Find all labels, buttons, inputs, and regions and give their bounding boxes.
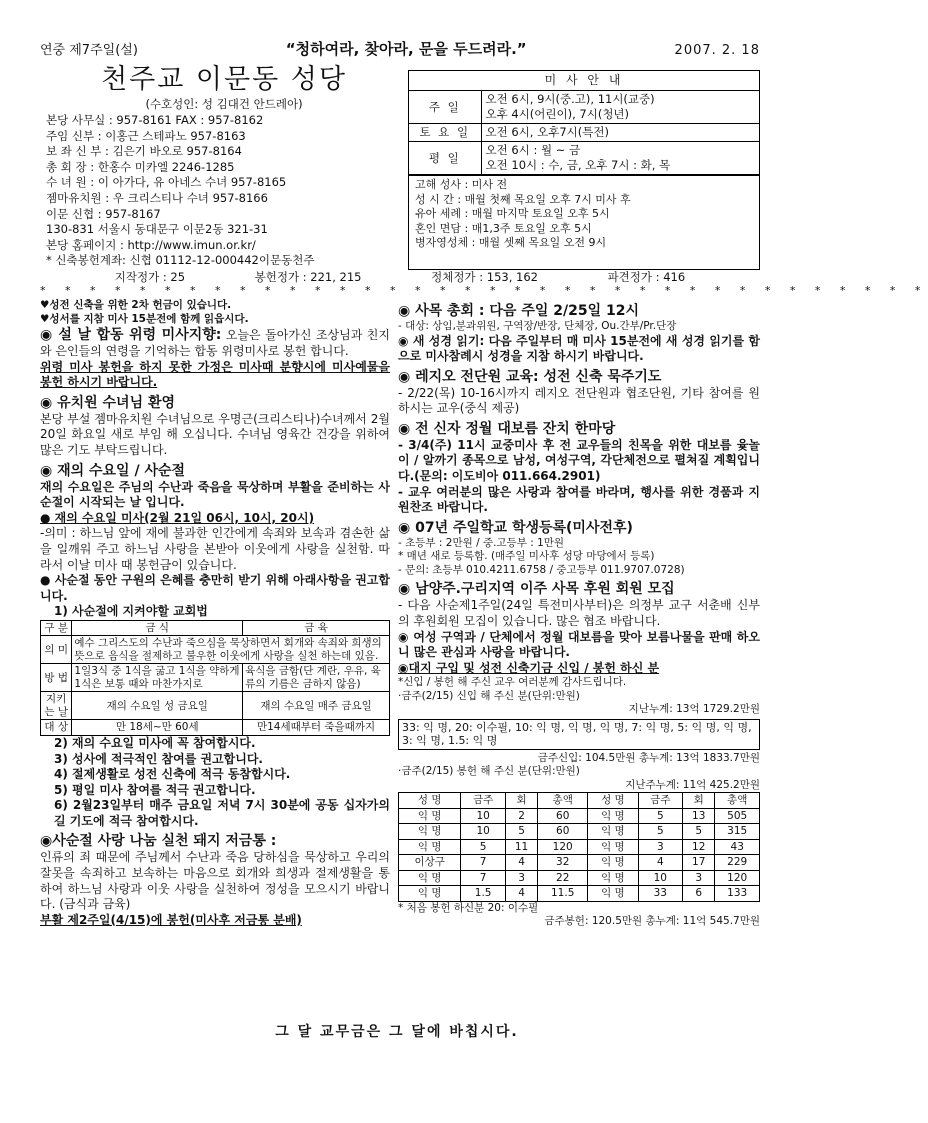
table-cell: 229 [715, 855, 760, 871]
section-text: - 교우 여러분의 많은 사랑과 참여를 바라며, 행사를 위한 경품과 지원찬조 바랍니다. [398, 484, 760, 515]
mass-schedule [408, 70, 760, 270]
sacrament-line: 고해 성사 : 미사 전 [415, 178, 508, 191]
table-cell: 만 18세~만 60세 [72, 720, 243, 736]
contact-line: 젬마유치원 : 우 크리스티나 수녀 957-8166 [46, 190, 268, 205]
table-cell: 4 [638, 855, 683, 871]
mass-day: 평 일 [409, 142, 481, 175]
table-cell: 익 명 [588, 855, 638, 871]
table-row [399, 855, 760, 871]
contact-line: 수 녀 원 : 이 아가다, 유 아네스 수녀 957-8165 [46, 175, 287, 190]
section-text: ·금주(2/15) 봉헌 해 주신 분(단위:만원) [398, 765, 580, 778]
table-header: 금 육 [243, 620, 390, 636]
table-header: 총액 [715, 793, 760, 809]
table-row [399, 824, 760, 840]
table-cell: 120 [715, 870, 760, 886]
section-text: 금주봉헌: 120.5만원 총누계: 11억 545.7만원 [544, 915, 760, 928]
section-memorial [40, 326, 390, 360]
table-cell: 이상구 [399, 855, 461, 871]
footer-slogan: 그 달 교무금은 그 달에 바칩시다. [275, 1024, 519, 1040]
notice: ♥성서를 지참 미사 15분전에 함께 읽읍시다. [40, 312, 249, 325]
section-heading: ◉ 사목 총회 : 다음 주일 2/25일 12시 [398, 303, 639, 319]
mass-day: 토 요 일 [409, 124, 481, 142]
parish-name: 천주교 이문동 성당 [101, 64, 347, 95]
section-heading: ◉대지 구입 및 성전 신축기금 신입 / 봉헌 하신 분 [398, 660, 660, 675]
table-cell: 11 [505, 839, 537, 855]
table-header-row [399, 793, 760, 809]
section-text: ·금주(2/15) 신입 해 주신 분(단위:만원) [398, 689, 580, 702]
bulletin-page [40, 38, 928, 929]
table-header: 성 명 [588, 793, 638, 809]
table-cell: 2 [505, 808, 537, 824]
mass-title: 미 사 안 내 [409, 71, 759, 91]
notice: ♥성전 신축을 위한 2차 헌금이 있습니다. [40, 299, 232, 311]
table-cell: 예수 그리스도의 수난과 죽으심을 묵상하면서 회개와 속죄와 희생의 뜻으로 음식을 절제하고 불우한 이웃에게 사랑을 실천 하는데 있음. [72, 636, 390, 664]
table-header: 회 [505, 793, 537, 809]
table-cell: 1일3식 중 1식을 굶고 1식을 약하게 1식은 보통 때와 마찬가지로 [72, 664, 243, 692]
section-text: - 3/4(주) 11시 교중미사 후 전 교우들의 친목을 위한 대보름 윷놀이 / 알까기 종목으로 남성, 여성구역, 각단체전으로 펼쳐질 계획입니다.(문의: 이도비아 011.664.2901) [398, 437, 760, 484]
table-cell: 315 [715, 824, 760, 840]
table-cell: 5 [505, 824, 537, 840]
contact-line: 보 좌 신 부 : 김은기 바오로 957-8164 [46, 144, 242, 159]
table-cell: 방 법 [41, 664, 72, 692]
table-header: 구 분 [41, 620, 72, 636]
mass-time: 오전 10시 : 수, 금, 오후 7시 : 화, 목 [485, 158, 671, 172]
table-cell: 43 [715, 839, 760, 855]
table-cell: 지키는 날 [41, 692, 72, 720]
section-text: 인류의 죄 때문에 주님께서 수난과 죽음 당하심을 묵상하고 우리의 잘못을 속죄하고 보속하는 마음으로 회개와 희생과 절제생활을 통하여 하느님 사랑과 이웃 사랑을 실천하여 정성을 모으시기 바랍니다. (금식과 금육) [40, 850, 390, 912]
attendance-stats [40, 270, 760, 284]
section-text: ● 재의 수요일 미사(2월 21일 06시, 10시, 20시) [40, 510, 315, 525]
mass-row [409, 91, 759, 124]
mass-time: 오전 6시, 오후7시(특전) [481, 124, 759, 142]
table-cell: 익 명 [399, 886, 461, 902]
stat: 파견정가 : 416 [607, 270, 686, 284]
section-text: ● 사순절 동안 구원의 은혜를 충만히 받기 위해 아래사항을 권고합니다. [40, 573, 390, 603]
table-cell: 육식을 금함(단 계란, 우유, 육류의 기름은 금하지 않음) [243, 664, 390, 692]
table-cell: 1.5 [461, 886, 506, 902]
table-cell: 133 [715, 886, 760, 902]
section-text: 지난누계: 13억 1729.2만원 [628, 703, 760, 716]
sacrament-line: 성 시 간 : 매월 첫째 목요일 오후 7시 미사 후 [415, 192, 631, 206]
section-text: - 대상: 상임,분과위원, 구역장/반장, 단체장, Ou.간부/Pr.단장 [398, 320, 677, 332]
section-text: - 2/22(목) 10-16시까지 레지오 전단원과 협조단원, 기타 참여를 원하시는 교우(중식 제공) [398, 385, 760, 416]
list-item: 6) 2월23일부터 매주 금요일 저녁 7시 30분에 공동 십자가의 길 기도에 적극 참여합시다. [54, 798, 390, 828]
mass-time: 오후 4시(어린이), 7시(청년) [485, 107, 630, 121]
section-text: * 매년 새로 등록함. (매주일 미사후 성당 마당에서 등록) [398, 550, 655, 563]
list-item: 5) 평일 미사 참여를 적극 권고합니다. [54, 782, 256, 797]
section-text: - 초등부 : 2만원 / 중.고등부 : 1만원 [398, 536, 565, 549]
motto: “청하여라, 찾아라, 문을 두드려라.” [285, 40, 527, 58]
section-heading: ◉ 설 날 합동 위령 미사지향: [40, 327, 222, 343]
table-header: 회 [683, 793, 715, 809]
table-cell: 5 [638, 808, 683, 824]
table-cell: 505 [715, 808, 760, 824]
table-cell: 재의 수요일 성 금요일 [72, 692, 243, 720]
table-row [399, 808, 760, 824]
table-cell: 익 명 [588, 870, 638, 886]
table-cell: 4 [505, 855, 537, 871]
issue-date: 2007. 2. 18 [674, 43, 760, 58]
sacrament-info [409, 175, 759, 253]
table-cell: 만14세때부터 죽을때까지 [243, 720, 390, 736]
table-cell: 10 [461, 808, 506, 824]
right-column [398, 299, 760, 929]
table-cell: 32 [538, 855, 588, 871]
fasting-table [40, 620, 390, 736]
mass-times [481, 142, 759, 175]
contact-line: 총 회 장 : 한홍수 미카엘 2246-1285 [46, 159, 235, 174]
stat: 지작정가 : 25 [114, 270, 186, 284]
list-item: 4) 절제생활로 성전 신축에 적극 동참합시다. [54, 767, 291, 782]
section-text: 1) 사순절에 지켜야할 교회법 [54, 604, 208, 619]
stat: 정체정가 : 153, 162 [431, 270, 538, 284]
section-text: -의미 : 하느님 앞에 재에 불과한 인간에게 속죄와 보속과 겸손한 삶을 일깨워 주고 하느님 사랑을 본받아 이웃에게 사랑을 실천함. 따라서 이날 미사 때 봉헌금이 있습니다. [40, 526, 390, 572]
section-heading: ◉ 남양주.구리지역 이주 사목 후원 회원 모집 [398, 581, 675, 598]
table-row [399, 870, 760, 886]
homepage-link[interactable]: 본당 홈페이지 : http://www.imun.or.kr/ [46, 237, 256, 252]
section-text: 본당 부설 젬마유치원 수녀님으로 우명근(크리스티나)수녀께서 2월 20일 화요일 새로 부임 해 오십니다. 수녀님 영육간 건강을 위하여 많은 기도 부탁드립니다. [40, 411, 390, 457]
section-heading: ◉ 07년 주일학교 학생등록(미사전후) [398, 519, 633, 536]
table-cell: 17 [683, 855, 715, 871]
section-heading: ◉ 유치원 수녀님 환영 [40, 394, 176, 411]
table-cell: 120 [538, 839, 588, 855]
week-label: 연중 제7주일(설) [40, 43, 138, 58]
table-header: 금주 [461, 793, 506, 809]
table-header: 총액 [538, 793, 588, 809]
patron-saint: (수호성인: 성 김대건 안드레아) [145, 97, 303, 111]
stat: 봉헌정가 : 221, 215 [254, 270, 362, 284]
table-header: 금주 [638, 793, 683, 809]
sacrament-line: 유아 세례 : 매월 마지막 토요일 오후 5시 [415, 207, 610, 221]
mass-table [409, 91, 759, 175]
contact-line: 주임 신부 : 이홍근 스테파노 957-8163 [46, 128, 246, 143]
section-heading: ◉ 여성 구역과 / 단체에서 정월 대보름을 맞아 보름나물을 판매 하오니 많은 관심과 사랑을 바랍니다. [398, 629, 760, 660]
table-cell: 33 [638, 886, 683, 902]
top-row [40, 38, 760, 64]
table-cell: 13 [683, 808, 715, 824]
section-heading: ◉ 레지오 전단원 교육: 성전 신축 묵주기도 [398, 368, 662, 385]
section-heading: ◉ 새 성경 읽기: 다음 주일부터 매 미사 15분전에 새 성경 읽기를 함으로 미사참례시 성경을 지참 하시기 바랍니다. [398, 333, 760, 364]
table-cell: 익 명 [399, 824, 461, 840]
mass-times [481, 91, 759, 124]
table-cell: 익 명 [399, 870, 461, 886]
table-cell: 22 [538, 870, 588, 886]
section-text: - 문의: 초등부 010.4211.6758 / 중고등부 011.9707.0728) [398, 563, 685, 576]
table-cell: 익 명 [588, 886, 638, 902]
table-row [399, 886, 760, 902]
mass-row [409, 142, 759, 175]
table-cell: 5 [638, 824, 683, 840]
section-heading: ◉ 전 신자 정월 대보름 잔치 한마당 [398, 420, 616, 437]
table-cell: 10 [461, 824, 506, 840]
table-cell: 5 [683, 824, 715, 840]
table-cell: 3 [505, 870, 537, 886]
section-text: 재의 수요일은 주님의 수난과 죽음을 묵상하며 부활을 준비하는 사순절이 시작되는 날 입니다. [40, 479, 390, 510]
section-text: 위령 미사 봉헌을 하지 못한 가정은 미사때 분향시에 미사예물을 봉헌 하시기 바랍니다. [40, 359, 390, 390]
table-cell: 익 명 [588, 824, 638, 840]
table-cell: 10 [638, 870, 683, 886]
table-cell: 익 명 [588, 839, 638, 855]
table-cell: 3 [638, 839, 683, 855]
list-item: 3) 성사에 적극적인 참여를 권고합니다. [54, 751, 263, 766]
table-cell: 7 [461, 870, 506, 886]
left-column [40, 299, 390, 929]
parish-info [40, 64, 402, 270]
table-note: * 처음 봉헌 하신분 20: 이수필 [398, 901, 539, 914]
sacrament-line: 혼인 면담 : 매1,3주 토요일 오후 5시 [415, 221, 592, 235]
sacrament-line: 병자영성체 : 매월 셋째 목요일 오전 9시 [415, 236, 607, 250]
contact-line: 이문 신협 : 957-8167 [46, 206, 161, 221]
mass-day: 주 일 [409, 91, 481, 124]
section-text: 금주신입: 104.5만원 총누계: 13억 1833.7만원 [537, 751, 760, 764]
header-block [40, 64, 760, 270]
contact-line: 본당 사무실 : 957-8161 FAX : 957-8162 [46, 113, 264, 127]
account-line: * 신축봉헌계좌: 신협 01112-12-000442이문동천주 [46, 253, 315, 268]
section-heading: ◉ 재의 수요일 / 사순절 [40, 462, 186, 479]
table-cell: 익 명 [399, 808, 461, 824]
section-text: 부활 제2주일(4/15)에 봉헌(미사후 저금통 분배) [40, 912, 302, 927]
columns [40, 299, 760, 929]
mass-row [409, 124, 759, 142]
section-text: 지난주누계: 11억 425.2만원 [625, 778, 760, 791]
list-item: 2) 재의 수요일 미사에 꼭 참여합시다. [54, 735, 256, 750]
section-text: 오늘은 돌아가신 조상님과 친지와 은인들의 연령을 기억하는 합동 위령미사로 봉헌 합니다. [40, 328, 390, 358]
table-cell: 11.5 [538, 886, 588, 902]
table-cell: 5 [461, 839, 506, 855]
table-header: 성 명 [399, 793, 461, 809]
donor-list: 33: 익 명, 20: 이수필, 10: 익 명, 익 명, 익 명, 7: 익 명, 5: 익 명, 익 명, 3: 익 명, 1.5: 익 명 [398, 719, 760, 750]
section-text: *신입 / 봉헌 해 주신 교우 여러분께 감사드립니다. [398, 676, 627, 689]
table-header: 금 식 [72, 620, 243, 636]
section-text: - 다음 사순제1주일(24일 특전미사부터)은 의정부 교구 서춘배 신부의 후원회원 모집이 있습니다. 많은 협조 바랍니다. [398, 598, 760, 628]
table-cell: 의 미 [41, 636, 72, 664]
table-cell: 6 [683, 886, 715, 902]
table-cell: 60 [538, 824, 588, 840]
donation-table [398, 792, 760, 902]
table-cell: 재의 수요일 매주 금요일 [243, 692, 390, 720]
table-cell: 7 [461, 855, 506, 871]
star-divider: * * * * * * * * * * * * * * * * * * * * * * * * * * * * * * * * * * * * [40, 284, 928, 297]
mass-time: 오전 6시, 9시(중.고), 11시(교중) [485, 92, 655, 106]
table-cell: 4 [505, 886, 537, 902]
table-cell: 3 [683, 870, 715, 886]
table-cell: 60 [538, 808, 588, 824]
table-row [399, 839, 760, 855]
table-cell: 익 명 [588, 808, 638, 824]
section-heading: ◉사순절 사랑 나눔 실천 돼지 저금통 : [40, 833, 277, 850]
address: 130-831 서울시 동대문구 이문2동 321-31 [46, 222, 268, 237]
table-cell: 대 상 [41, 720, 72, 736]
table-cell: 익 명 [399, 839, 461, 855]
mass-time: 오전 6시 : 월 ~ 금 [485, 143, 581, 157]
table-cell: 12 [683, 839, 715, 855]
